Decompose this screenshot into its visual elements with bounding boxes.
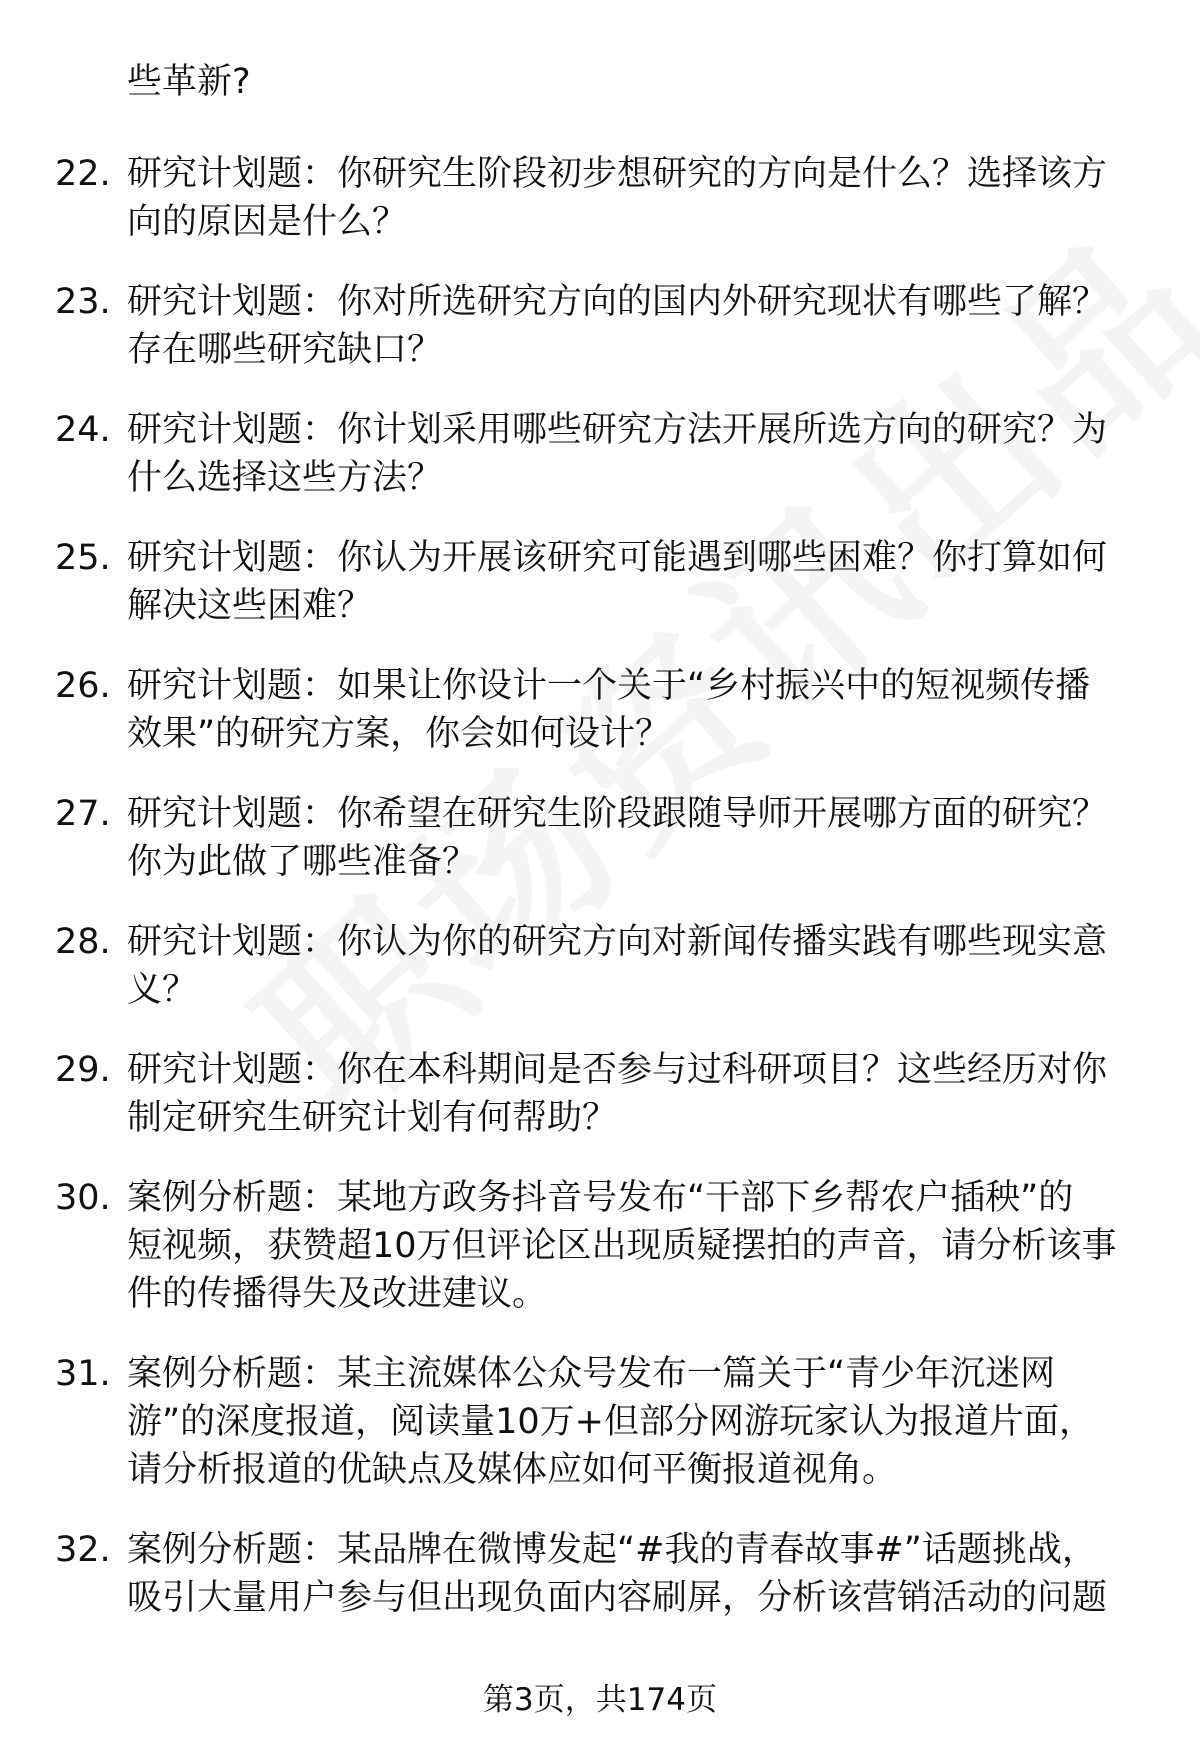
question-number: 22. [55,154,111,194]
question-line: 研究计划题：你在本科期间是否参与过科研项目？这些经历对你 [127,1050,1108,1090]
question-line: 研究计划题：你计划采用哪些研究方法开展所选方向的研究？为 [127,410,1108,450]
question-line: 研究计划题：你对所选研究方向的国内外研究现状有哪些了解？ [127,282,1108,322]
page-number-footer: 第3页，共174页 [483,1682,717,1718]
question-line: 研究计划题：你认为你的研究方向对新闻传播实践有哪些现实意 [127,922,1108,962]
question-item [0,150,1200,270]
question-line: 制定研究生研究计划有何帮助？ [127,1098,618,1138]
question-number: 28. [55,922,111,962]
question-line: 研究计划题：你希望在研究生阶段跟随导师开展哪方面的研究？ [127,794,1108,834]
question-line: 什么选择这些方法？ [127,458,443,498]
question-line: 你为此做了哪些准备？ [127,842,478,882]
question-number: 23. [55,282,111,322]
question-item [0,1350,1200,1490]
question-line: 件的传播得失及改进建议。 [127,1274,548,1314]
question-line: 请分析报道的优缺点及媒体应如何平衡报道视角。 [127,1450,898,1490]
question-item [0,790,1200,910]
question-line: 短视频，获赞超10万但评论区出现质疑摆拍的声音，请分析该事 [127,1226,1117,1266]
question-item [0,406,1200,526]
question-line: 案例分析题：某品牌在微博发起“#我的青春故事#”话题挑战， [127,1530,1097,1570]
question-item [0,1046,1200,1166]
question-text [127,1350,1147,1494]
question-text [127,918,1147,1014]
question-text [127,790,1147,886]
question-number: 31. [55,1354,111,1394]
question-line: 效果”的研究方案，你会如何设计？ [127,714,671,754]
question-text [127,278,1147,374]
question-text [127,534,1147,630]
question-number: 30. [55,1178,111,1218]
continuation-text: 些革新? [127,62,251,102]
question-text [127,150,1147,246]
question-line: 存在哪些研究缺口？ [127,330,443,370]
question-line: 吸引大量用户参与但出现负面内容刷屏，分析该营销活动的问题 [127,1578,1108,1618]
question-text [127,1046,1147,1142]
question-text [127,1526,1147,1622]
question-number: 29. [55,1050,111,1090]
question-line: 研究计划题：你研究生阶段初步想研究的方向是什么？选择该方 [127,154,1108,194]
question-line: 案例分析题：某主流媒体公众号发布一篇关于“青少年沉迷网 [127,1354,1056,1394]
question-item [0,534,1200,654]
question-line: 研究计划题：如果让你设计一个关于“乡村振兴中的短视频传播 [127,666,1091,706]
question-line: 义？ [127,970,198,1010]
question-line: 向的原因是什么？ [127,202,408,242]
question-line: 解决这些困难？ [127,586,373,626]
question-line: 案例分析题：某地方政务抖音号发布“干部下乡帮农户插秧”的 [127,1178,1074,1218]
question-number: 26. [55,666,111,706]
question-item [0,662,1200,782]
question-number: 27. [55,794,111,834]
question-item [0,278,1200,398]
question-item [0,918,1200,1038]
question-number: 32. [55,1530,111,1570]
question-line: 游”的深度报道，阅读量10万+但部分网游玩家认为报道片面， [127,1402,1094,1442]
question-line: 研究计划题：你认为开展该研究可能遇到哪些困难？你打算如何 [127,538,1108,578]
question-number: 25. [55,538,111,578]
question-item [0,1174,1200,1314]
question-text [127,662,1147,758]
question-text [127,406,1147,502]
question-text [127,1174,1147,1318]
question-number: 24. [55,410,111,450]
question-item [0,1526,1200,1646]
